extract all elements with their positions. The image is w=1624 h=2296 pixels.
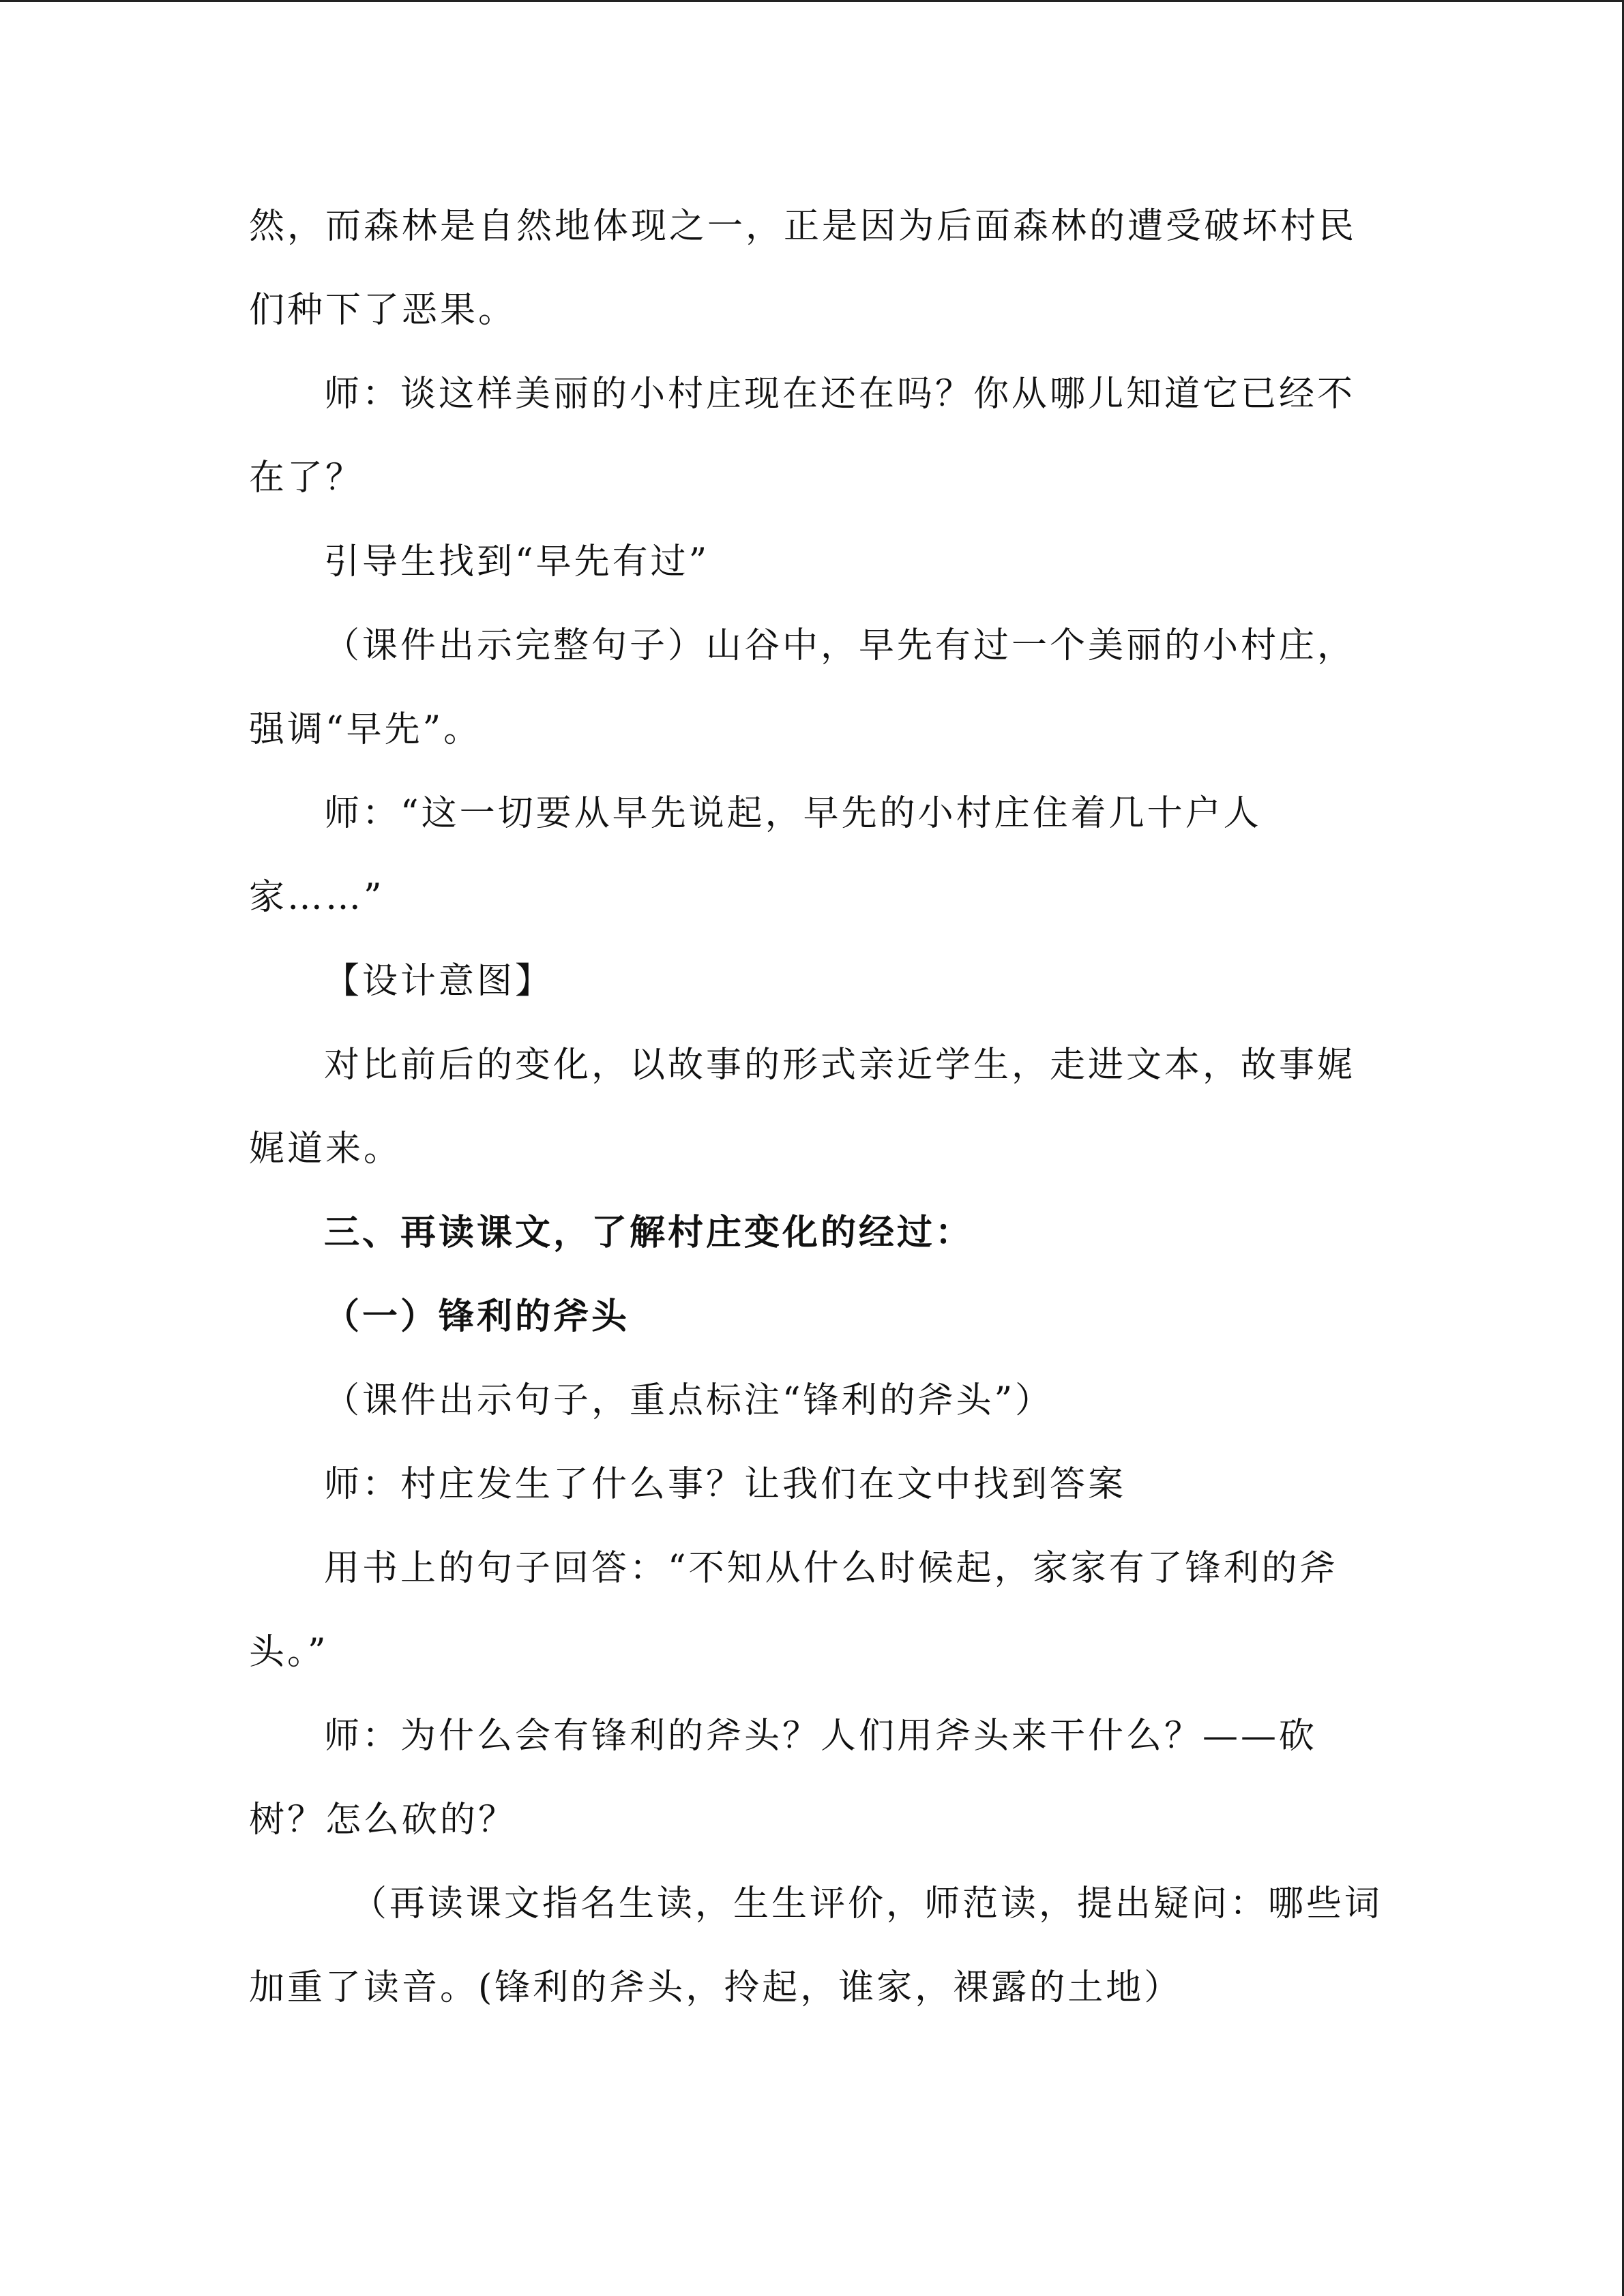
paragraph-line: 用书上的句子回答：“不知从什么时候起，家家有了锋利的斧 bbox=[324, 1548, 1338, 1589]
section-heading: 三、再读课文，了解村庄变化的经过： bbox=[324, 1212, 974, 1253]
page-top-border bbox=[0, 0, 1624, 2]
paragraph-line: 对比前后的变化，以故事的形式亲近学生，走进文本，故事娓 bbox=[324, 1045, 1356, 1086]
paragraph-line: （再读课文指名生读，生生评价，师范读，提出疑问：哪些词 bbox=[351, 1883, 1383, 1924]
paragraph-line: 师：谈这样美丽的小村庄现在还在吗？你从哪儿知道它已经不 bbox=[324, 374, 1356, 415]
paragraph-line: 然，而森林是自然地体现之一，正是因为后面森林的遭受破坏村民 bbox=[249, 206, 1357, 247]
section-label: 【设计意图】 bbox=[324, 961, 554, 1002]
paragraph-line: 强调“早先”。 bbox=[249, 709, 482, 750]
paragraph-line: 家……” bbox=[249, 877, 385, 918]
paragraph-line: （课件出示完整句子）山谷中，早先有过一个美丽的小村庄， bbox=[324, 625, 1356, 666]
paragraph-line: 师：“这一切要从早先说起，早先的小村庄住着几十户人 bbox=[324, 793, 1262, 834]
paragraph-line: 在了？ bbox=[249, 458, 364, 498]
paragraph-line: 娓道来。 bbox=[249, 1129, 402, 1169]
paragraph-line: 加重了读音。(锋利的斧头，拎起，谁家，裸露的土地） bbox=[249, 1967, 1183, 2008]
subsection-heading: （一）锋利的斧头 bbox=[324, 1296, 630, 1337]
paragraph-line: （课件出示句子，重点标注“锋利的斧头”） bbox=[324, 1380, 1054, 1421]
paragraph-line: 们种下了恶果。 bbox=[249, 290, 517, 331]
paragraph-line: 引导生找到“早先有过” bbox=[324, 541, 710, 582]
paragraph-line: 师：为什么会有锋利的斧头？人们用斧头来干什么？——砍 bbox=[324, 1716, 1318, 1757]
paragraph-line: 师：村庄发生了什么事？让我们在文中找到答案 bbox=[324, 1464, 1127, 1505]
paragraph-line: 树？怎么砍的？ bbox=[249, 1800, 517, 1840]
paragraph-line: 头。” bbox=[249, 1632, 329, 1673]
